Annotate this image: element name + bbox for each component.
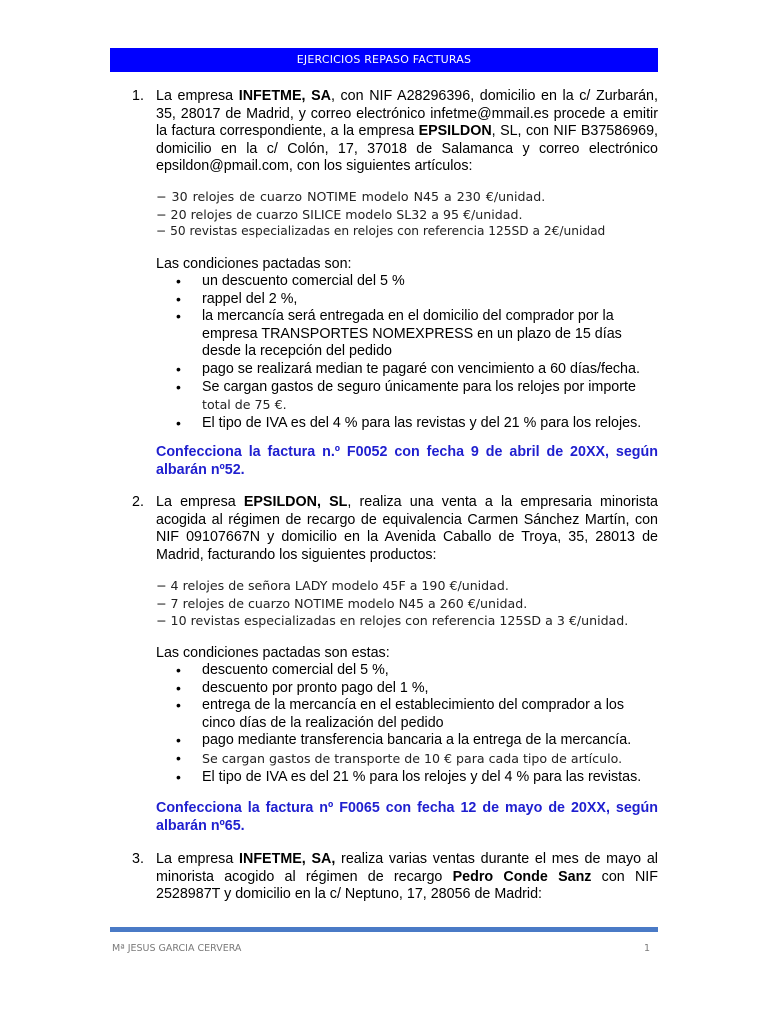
ex1-text-3: , SL, con NIF B37586969, domicilio en la c/ Colón, 17, 37018 de Salamanca y correo electrónico epsildon@pmail.com, con los siguientes artículos: [156,123,658,175]
exercise-3-number: 3. [132,851,144,867]
list-item: • descuento comercial del 5 %, [176,662,389,678]
ex1-text-2: , con NIF A28296396, domicilio en la c/ Zurbarán, 35, 28017 de Madrid, y correo electrónico infetme@mmail.es procede a emitir la factura correspondiente, a la empresa [156,88,658,140]
page-number: 1 [644,943,651,954]
list-item: • Se cargan gastos de transporte de 10 € para cada tipo de artículo. [176,749,623,766]
list-item: • un descuento comercial del 5 % [176,273,405,289]
ex2-text-1: La empresa [156,494,244,510]
list-item: • pago se realizará median te pagaré con vencimiento a 60 días/fecha. [176,360,640,377]
exercise-2-task: Confecciona la factura nº F0065 con fecha 12 de mayo de 20XX, según albarán nº65. [156,800,658,834]
exercise-1-statement [156,88,658,176]
exercise-2-items [156,577,661,630]
ex1-item: − 30 relojes de cuarzo NOTIME modelo N45 a 230 €/unidad. [156,189,546,204]
ex3-text-1: La empresa [156,851,240,867]
ex1-item: − 20 relojes de cuarzo SILICE modelo SL32 a 95 €/unidad. [156,206,523,222]
exercise-2-number: 2. [132,494,144,510]
list-item: • la mercancía será entregada en el domicilio del comprador por la empresa TRANSPORTES NOMEXPRESS en un plazo de 15 días desde la recepción del pedido [176,308,622,360]
ex2-conditions-title: Las condiciones pactadas son estas: [156,645,390,661]
list-item: • rappel del 2 %, [176,290,298,307]
ex2-text-2: , realiza una venta a la empresaria minorista acogida al régimen de recargo de equivalencia Carmen Sánchez Martín, con NIF 09107667N y domicilio en la Avenida Caballo de Troya, 35, 28013 de Madrid, facturando los siguientes productos: [156,494,659,563]
ex2-item: − 10 revistas especializadas en relojes con referencia 125SD a 3 €/unidad. [156,613,629,628]
ex1-conditions-title: Las condiciones pactadas son: [156,256,352,272]
footer-divider [110,927,658,932]
list-item: • pago mediante transferencia bancaria a la entrega de la mercancía. [176,732,632,749]
list-item: • El tipo de IVA es del 21 % para los relojes y del 4 % para las revistas. [176,768,642,785]
exercise-1-task: Confecciona la factura n.º F0052 con fecha 9 de abril de 20XX, según albarán nº52. [156,444,658,478]
footer-author: Mª JESUS GARCIA CERVERA [112,943,242,954]
ex1-company-epsildon: EPSILDON [418,123,492,140]
list-item: • entrega de la mercancía en el establecimiento del comprador a los cinco días de la realización del pedido [176,697,624,731]
exercise-1-items [156,188,661,241]
exercise-2-statement [156,494,658,564]
ex3-text-3: con NIF 2528987T y domicilio en la c/ Neptuno, 17, 28056 de Madrid: [156,868,658,903]
ex2-item: − 7 relojes de cuarzo NOTIME modelo N45 a 260 €/unidad. [156,595,528,611]
ex2-conditions-list [156,662,656,786]
ex1-text-1: La empresa [156,88,239,104]
ex3-client-name: Pedro Conde Sanz [452,868,592,885]
ex1-item: − 50 revistas especializadas en relojes con referencia 125SD a 2€/unidad [156,224,606,238]
list-item: • Se cargan gastos de seguro únicamente para los relojes por importe total de 75 €. [176,378,636,413]
ex2-item: − 4 relojes de señora LADY modelo 45F a 190 €/unidad. [156,578,509,593]
exercise-3-statement [156,851,658,904]
list-item: • descuento por pronto pago del 1 %, [176,679,429,696]
ex3-company-infetme: INFETME, SA, [239,851,336,867]
page-title: EJERCICIOS REPASO FACTURAS [296,53,472,66]
ex3-text-2: realiza varias ventas durante el mes de mayo al minorista acogido al régimen de recargo [156,851,658,885]
page-title-banner [110,48,658,72]
exercise-1-number: 1. [132,88,144,104]
ex2-company-epsildon: EPSILDON, SL [243,494,348,510]
ex1-conditions-list [156,273,656,432]
ex1-company-infetme: INFETME, SA [238,88,331,104]
list-item: • El tipo de IVA es del 4 % para las revistas y del 21 % para los relojes. [176,414,642,431]
